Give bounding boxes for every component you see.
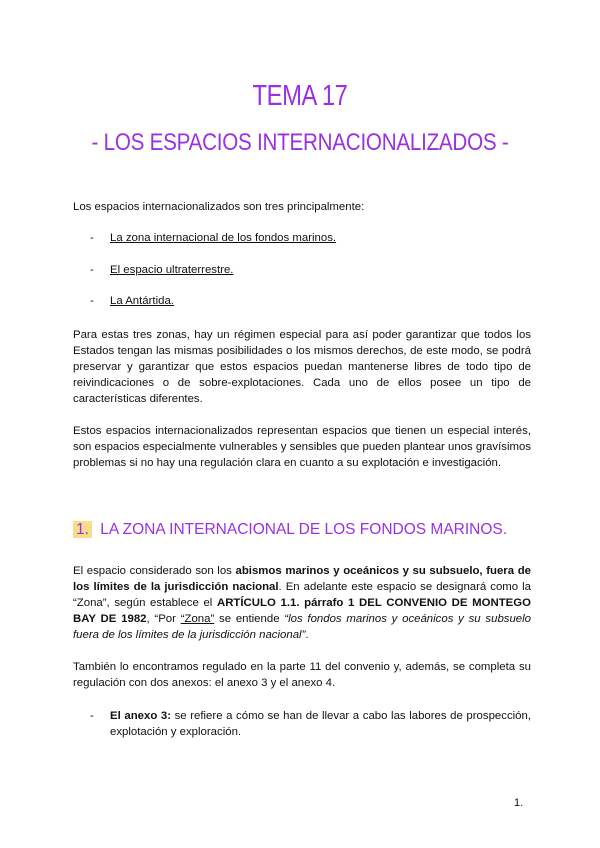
bullet-marker: - xyxy=(90,232,94,244)
paragraph-3 xyxy=(73,563,531,643)
intro-text: Los espacios internacionalizados son tres principalmente: xyxy=(73,201,365,213)
page-subtitle: - LOS ESPACIOS INTERNACIONALIZADOS - xyxy=(91,129,509,156)
bullet-label: La zona internacional de los fondos marinos. xyxy=(110,232,337,244)
para3-underline: “Zona” xyxy=(180,613,215,625)
section-title: LA ZONA INTERNACIONAL DE LOS FONDOS MARINOS. xyxy=(100,521,508,538)
bullet-marker: - xyxy=(90,264,94,276)
page-number: 1. xyxy=(514,797,524,809)
para3-text: . En adelante este espacio se designará como la “Zona”, según establece el xyxy=(73,581,531,609)
para3-text: El espacio considerado son los xyxy=(73,565,236,577)
para3-italic-quote: “los fondos marinos y oceánicos y su subsuelo fuera de los límites de la jurisdicción nacional” xyxy=(73,613,532,641)
para3-text: se entiende xyxy=(214,613,285,625)
bullet-label: La Antártida. xyxy=(110,295,174,307)
para3-bold: abismos marinos y oceánicos y su subsuelo, fuera de los límites de la jurisdicción nacional xyxy=(73,565,531,593)
para3-text: , “Por xyxy=(146,613,181,625)
para3-bold-article: ARTÍCULO 1.1. párrafo 1 DEL CONVENIO DE MONTEGO BAY DE 1982 xyxy=(73,597,531,625)
annex-text: se refiere a cómo se han de llevar a cabo las labores de prospección, explotación y exploración. xyxy=(110,710,532,738)
bullet-label: El espacio ultraterrestre. xyxy=(110,264,234,276)
section-heading xyxy=(73,521,507,539)
para3-text: . xyxy=(305,629,309,641)
section-number: 1. xyxy=(73,521,92,538)
page-title: TEMA 17 xyxy=(252,80,348,112)
paragraph-2: Estos espacios internacionalizados representan espacios que tienen un especial interés, son espacios especialmente vulnerables y sensibles que pueden plantear unos gravísimos problemas si no hay una regulación clara en cuanto a su explotación e investigación. xyxy=(73,425,531,469)
paragraph-1: Para estas tres zonas, hay un régimen especial para así poder garantizar que todos los Estados tengan las mismas posibilidades o los mismos derechos, de este modo, se podrá preservar y garantizar que estos espacios puedan mantenerse libres de todo tipo de reivindicaciones o de sobre-explotaciones. Cada uno de ellos posee un tipo de características diferentes. xyxy=(73,329,531,405)
annex-bullet-marker: - xyxy=(90,710,94,722)
annex-item xyxy=(110,708,531,740)
paragraph-4: También lo encontramos regulado en la parte 11 del convenio y, además, se completa su regulación con dos anexos: el anexo 3 y el anexo 4. xyxy=(73,661,531,689)
bullet-marker: - xyxy=(90,295,94,307)
annex-label: El anexo 3: xyxy=(110,710,172,722)
